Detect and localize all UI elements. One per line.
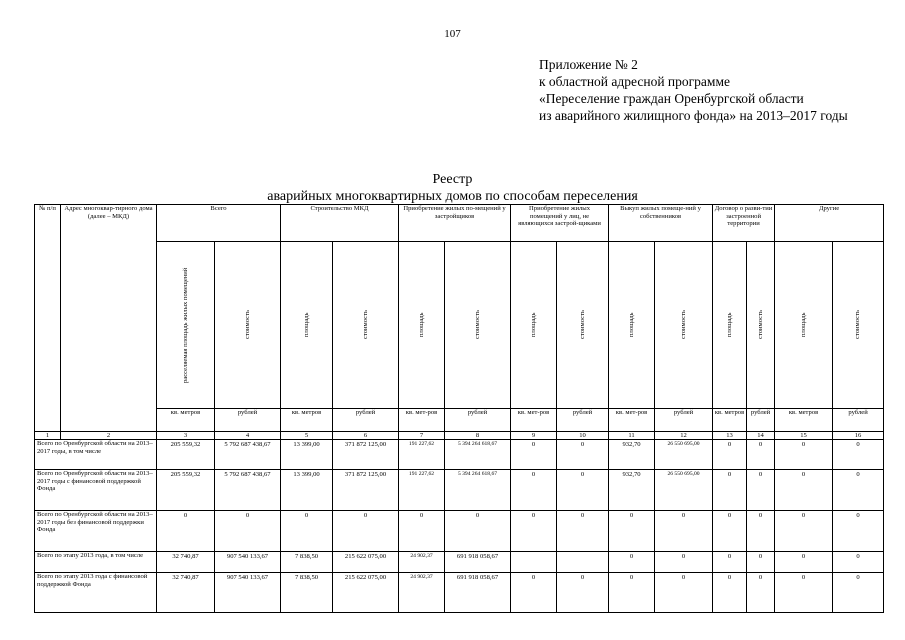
table-cell: 13 399,00 — [281, 440, 333, 470]
table-cell: 0 — [511, 511, 557, 552]
table-cell: 0 — [713, 511, 747, 552]
table-cell: 5 394 264 618,67 — [445, 470, 511, 511]
unit-cell: рублей — [215, 409, 281, 432]
table-cell: 0 — [747, 440, 775, 470]
document-title: Реестр — [432, 172, 473, 187]
table-cell: 0 — [655, 552, 713, 573]
subheader-label: стоимость — [854, 310, 862, 340]
unit-cell: рублей — [655, 409, 713, 432]
table-cell: 0 — [655, 573, 713, 613]
unit-cell: кв. метров — [157, 409, 215, 432]
table-cell: 0 — [713, 573, 747, 613]
row-name: Всего по этапу 2013 года с финансовой поддержкой Фонда — [35, 573, 157, 613]
header-group-other: Другие — [775, 205, 884, 242]
header-group-total: Всего — [157, 205, 281, 242]
header-group-territory: Договор о разви-тии застроенной территории — [713, 205, 775, 242]
table-cell: 0 — [609, 552, 655, 573]
unit-cell: рублей — [747, 409, 775, 432]
appendix-block — [539, 56, 848, 124]
subheader-label: стоимость — [361, 310, 369, 340]
table-cell: 191 227,62 — [399, 440, 445, 470]
header-col-address: Адрес многоквар-тирного дома (далее – МКД) — [61, 205, 157, 432]
table-row — [35, 552, 884, 573]
subheader-label: стоимость — [578, 310, 586, 340]
column-number: 5 — [281, 432, 333, 440]
header-row-groups — [35, 205, 884, 242]
header-row-subheaders — [35, 242, 884, 409]
header-group-buyout: Выкуп жилых помеще-ний у собственников — [609, 205, 713, 242]
table-cell: 0 — [775, 573, 833, 613]
unit-cell: рублей — [833, 409, 884, 432]
table-cell: 32 740,87 — [157, 552, 215, 573]
subheader-label: площадь — [529, 312, 537, 338]
column-number: 8 — [445, 432, 511, 440]
table-cell: 0 — [511, 470, 557, 511]
column-number: 11 — [609, 432, 655, 440]
table-cell: 371 872 125,00 — [333, 440, 399, 470]
unit-cell: рублей — [445, 409, 511, 432]
subheader-label: стоимость — [243, 310, 251, 340]
table-cell: 0 — [775, 470, 833, 511]
row-name: Всего по Оренбургской области на 2013–2017 годы без финансовой поддержки Фонда — [35, 511, 157, 552]
table-cell: 0 — [215, 511, 281, 552]
table-cell: 0 — [775, 440, 833, 470]
table-cell: 0 — [511, 440, 557, 470]
column-number: 12 — [655, 432, 713, 440]
table-cell: 0 — [281, 511, 333, 552]
table-cell: 691 918 058,67 — [445, 552, 511, 573]
table-cell: 13 399,00 — [281, 470, 333, 511]
row-name: Всего по этапу 2013 года, в том числе — [35, 552, 157, 573]
unit-cell: кв. метров — [281, 409, 333, 432]
column-number: 2 — [61, 432, 157, 440]
table-cell: 0 — [609, 511, 655, 552]
table-cell: 0 — [833, 470, 884, 511]
table-cell: 0 — [713, 470, 747, 511]
appendix-line: Приложение № 2 — [539, 57, 638, 72]
column-number: 1 — [35, 432, 61, 440]
table-cell: 0 — [557, 440, 609, 470]
table-cell: 5 394 264 618,67 — [445, 440, 511, 470]
table-cell: 0 — [713, 440, 747, 470]
table-cell: 0 — [557, 470, 609, 511]
subheader-label: площадь — [627, 312, 635, 338]
table-cell: 205 559,32 — [157, 470, 215, 511]
table-cell: 0 — [833, 552, 884, 573]
table-cell: 7 838,50 — [281, 573, 333, 613]
unit-cell: кв. мет-ров — [399, 409, 445, 432]
table-cell — [557, 552, 609, 573]
row-name: Всего по Оренбургской области на 2013–2017 годы, в том числе — [35, 440, 157, 470]
table-cell: 26 550 695,00 — [655, 440, 713, 470]
table-cell: 0 — [833, 573, 884, 613]
table-cell: 7 838,50 — [281, 552, 333, 573]
table-cell: 932,70 — [609, 470, 655, 511]
subheader-label: стоимость — [679, 310, 687, 340]
unit-cell: кв. мет-ров — [609, 409, 655, 432]
header-group-construction: Строительство МКД — [281, 205, 399, 242]
table-cell: 907 540 133,67 — [215, 552, 281, 573]
subheader-label: площадь — [725, 312, 733, 338]
column-number: 4 — [215, 432, 281, 440]
table-cell: 0 — [557, 511, 609, 552]
column-number: 3 — [157, 432, 215, 440]
table-cell: 0 — [747, 573, 775, 613]
registry-table — [34, 204, 884, 613]
table-cell: 5 792 687 438,67 — [215, 440, 281, 470]
table-row — [35, 573, 884, 613]
header-row-units — [35, 409, 884, 432]
header-col-num: № п/п — [35, 205, 61, 432]
subheader-label: стоимость — [756, 310, 764, 340]
table-cell: 691 918 058,67 — [445, 573, 511, 613]
header-group-purchase-others: Приобретение жилых помещений у лиц, не являющихся застрой-щиками — [511, 205, 609, 242]
table-cell: 0 — [833, 440, 884, 470]
table-row — [35, 470, 884, 511]
table-row — [35, 440, 884, 470]
header-group-purchase-developers: Приобретение жилых по-мещений у застройщиков — [399, 205, 511, 242]
table-row — [35, 511, 884, 552]
subheader-label: площадь — [417, 312, 425, 338]
subheader-label: площадь — [799, 312, 807, 338]
table-cell: 0 — [557, 573, 609, 613]
table-cell: 0 — [655, 511, 713, 552]
subheader-label: стоимость — [473, 310, 481, 340]
table-cell: 0 — [609, 573, 655, 613]
appendix-line: «Переселение граждан Оренбургской области — [539, 91, 804, 106]
table-cell: 0 — [775, 511, 833, 552]
table-cell: 0 — [747, 552, 775, 573]
unit-cell: кв. мет-ров — [511, 409, 557, 432]
table-cell: 5 792 687 438,67 — [215, 470, 281, 511]
column-number: 16 — [833, 432, 884, 440]
unit-cell: кв. метров — [775, 409, 833, 432]
column-number: 10 — [557, 432, 609, 440]
table-cell: 0 — [713, 552, 747, 573]
table-cell — [511, 552, 557, 573]
table-cell: 932,70 — [609, 440, 655, 470]
table-cell: 26 550 695,00 — [655, 470, 713, 511]
table-cell: 0 — [511, 573, 557, 613]
subheader-label: расселяемая площадь жилых помещений — [181, 267, 189, 383]
table-cell: 0 — [747, 470, 775, 511]
appendix-line: к областной адресной программе — [539, 74, 730, 89]
table-cell: 191 227,62 — [399, 470, 445, 511]
column-number: 14 — [747, 432, 775, 440]
column-number: 15 — [775, 432, 833, 440]
table-cell: 0 — [333, 511, 399, 552]
document-subtitle: аварийных многоквартирных домов по способам переселения — [267, 189, 638, 204]
table-cell: 0 — [157, 511, 215, 552]
table-cell: 0 — [445, 511, 511, 552]
table-cell: 0 — [399, 511, 445, 552]
column-number: 7 — [399, 432, 445, 440]
table-cell: 0 — [833, 511, 884, 552]
page-number: 107 — [444, 28, 461, 40]
table-cell: 907 540 133,67 — [215, 573, 281, 613]
table-cell: 215 622 075,00 — [333, 552, 399, 573]
unit-cell: кв. метров — [713, 409, 747, 432]
table-cell: 0 — [775, 552, 833, 573]
table-cell: 215 622 075,00 — [333, 573, 399, 613]
unit-cell: рублей — [557, 409, 609, 432]
unit-cell: рублей — [333, 409, 399, 432]
row-name: Всего по Оренбургской области на 2013–2017 годы с финансовой поддержкой Фонда — [35, 470, 157, 511]
appendix-line: из аварийного жилищного фонда» на 2013–2017 годы — [539, 108, 848, 123]
table-cell: 0 — [747, 511, 775, 552]
column-number: 6 — [333, 432, 399, 440]
table-cell: 205 559,32 — [157, 440, 215, 470]
column-number-row — [35, 432, 884, 440]
table-cell: 371 872 125,00 — [333, 470, 399, 511]
column-number: 9 — [511, 432, 557, 440]
table-cell: 24 902,37 — [399, 573, 445, 613]
column-number: 13 — [713, 432, 747, 440]
subheader-label: площадь — [302, 312, 310, 338]
table-cell: 24 902,37 — [399, 552, 445, 573]
table-cell: 32 740,87 — [157, 573, 215, 613]
